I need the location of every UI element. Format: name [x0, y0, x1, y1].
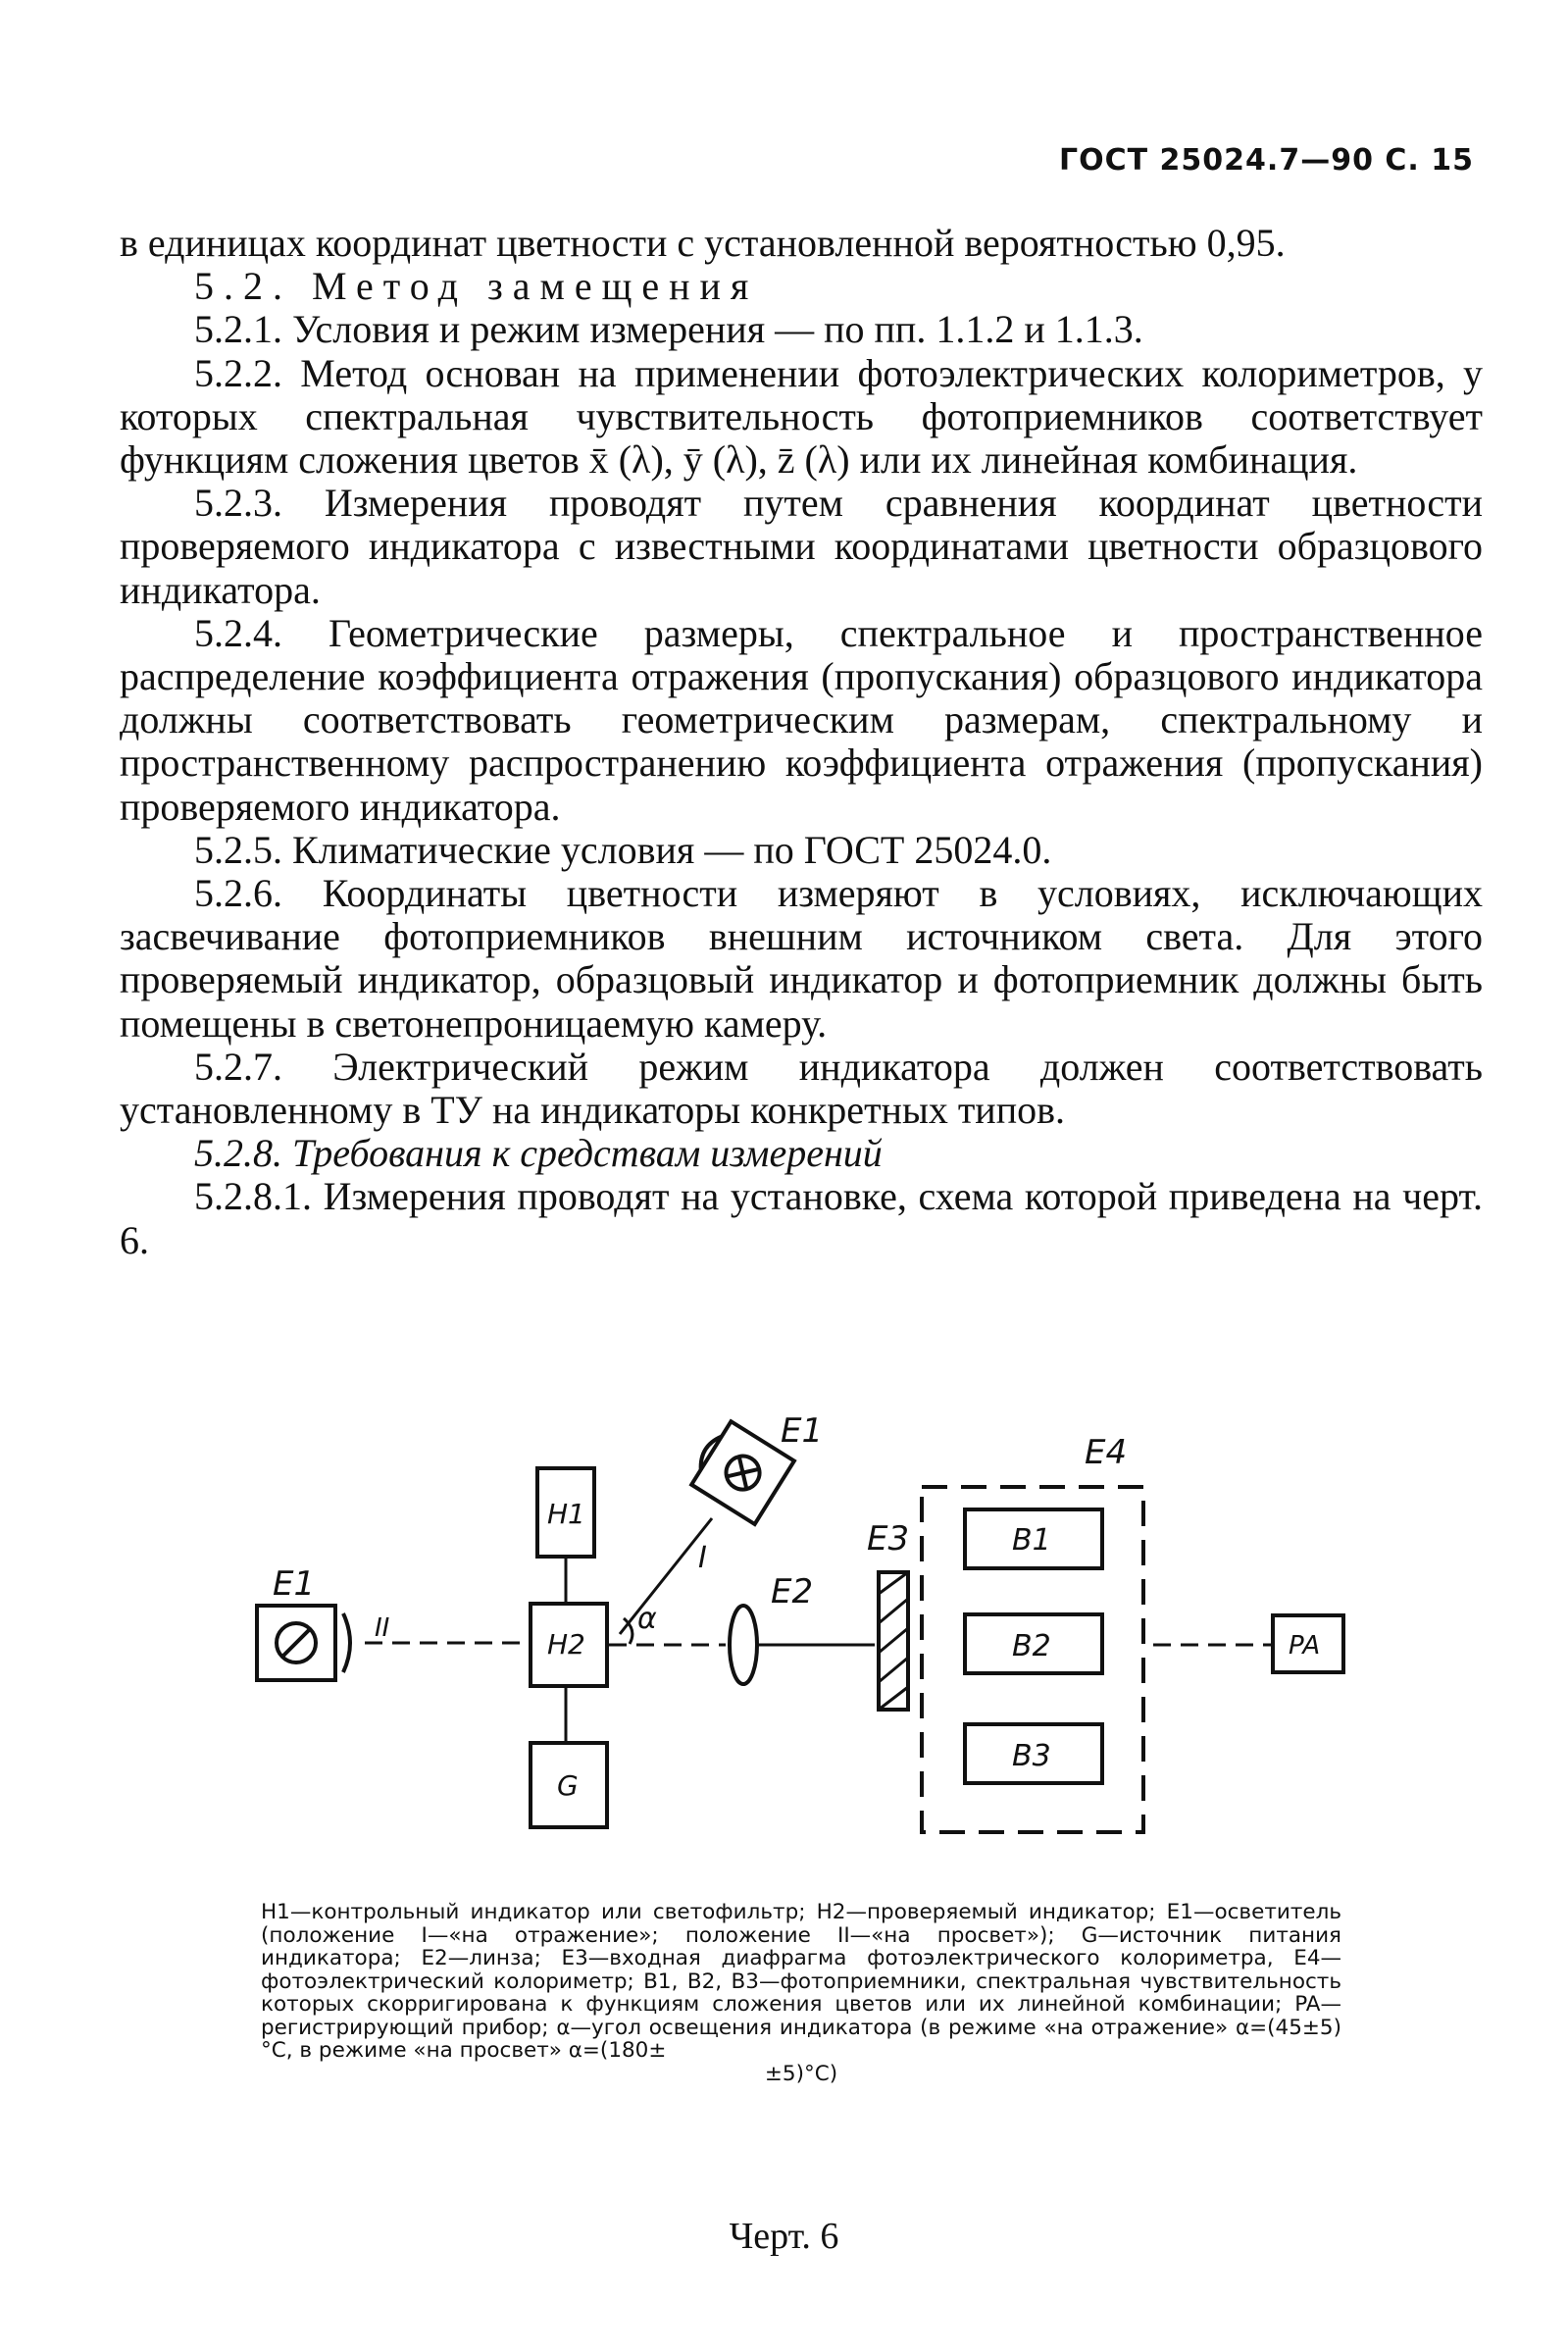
subsection-heading: 5.2.8. Требования к средствам измерений	[194, 1131, 883, 1176]
page-header: ГОСТ 25024.7—90 С. 15	[1059, 143, 1474, 178]
paragraph-5-2-5: 5.2.5. Климатические условия — по ГОСТ 25024.0.	[194, 827, 1052, 872]
label-b2: B2	[1012, 1629, 1051, 1663]
e2-lens	[730, 1606, 757, 1684]
label-e1-top: E1	[781, 1412, 824, 1451]
paragraph-5-2-1: 5.2.1. Условия и режим измерения — по пп. 1.1.2 и 1.1.3.	[194, 307, 1143, 352]
label-e2: E2	[771, 1572, 814, 1611]
label-pos-i: I	[698, 1541, 707, 1575]
e1-left-lens	[343, 1613, 350, 1672]
label-b1: B1	[1012, 1523, 1051, 1558]
body-text	[120, 222, 1483, 1262]
label-h2: H2	[547, 1628, 585, 1661]
figure-reference: Черт. 6	[729, 2216, 839, 2257]
paragraph-5-2-7: 5.2.7. Электрический режим индикатора должен соответствовать установленному в ТУ на индикаторы конкретных типов.	[120, 1044, 1483, 1133]
label-pos-ii: II	[375, 1613, 390, 1643]
paragraph-5-2-2: 5.2.2. Метод основан на применении фотоэлектрических колориметров, у которых спектральная чувствительность фотоприемников соответствует функциям сложения цветов x̄ (λ), ȳ (λ), z̄ (λ) или их линейная комбинация.	[120, 350, 1483, 483]
paragraph-5-2-6: 5.2.6. Координаты цветности измеряют в условиях, исключающих засвечивание фотоприемников внешним источником света. Для этого проверяемый индикатор, образцовый индикатор и фотоприемник должны быть помещены в светонепроницаемую камеру.	[120, 871, 1483, 1046]
figure-caption	[261, 1901, 1341, 2085]
beam-angled	[620, 1518, 712, 1634]
measurement-setup-diagram	[0, 1412, 1568, 1873]
label-pa: PA	[1289, 1631, 1321, 1661]
label-e3: E3	[867, 1519, 910, 1559]
caption-last-line: ±5)°С)	[764, 2061, 838, 2086]
paragraph-continuation: в единицах координат цветности с установленной вероятностью 0,95.	[120, 221, 1286, 265]
label-h1: H1	[547, 1498, 585, 1530]
paragraph-5-2-8-1: 5.2.8.1. Измерения проводят на установке, схема которой приведена на черт. 6.	[120, 1174, 1483, 1262]
label-g: G	[557, 1769, 579, 1802]
label-b3: B3	[1012, 1739, 1051, 1773]
label-alpha: α	[637, 1602, 657, 1636]
section-heading: 5.2. Метод замещения	[194, 264, 759, 309]
caption-text: H1—контрольный индикатор или светофильтр; H2—проверяемый индикатор; E1—осветитель (положение I—«на отражение»; положение II—«на просвет»); G—источник питания индикатора; E2—линза; E3—входная диафрагма фотоэлектрического колориметра, E4—фотоэлектрический колориметр; B1, B2, B3—фотоприемники, спектральная чувствительность которых скорригирована к функциям сложения цветов или их линейной комбинации; PA—регистрирующий прибор; α—угол освещения индикатора (в режиме «на отражение» α=(45±5)°С, в режиме «на просвет» α=(180±	[261, 1900, 1341, 2063]
label-e4: E4	[1085, 1433, 1128, 1472]
alpha-arc	[624, 1618, 632, 1644]
e1-top	[685, 1418, 794, 1524]
label-e1-left: E1	[273, 1564, 316, 1604]
paragraph-5-2-4: 5.2.4. Геометрические размеры, спектральное и пространственное распределение коэффициента отражения (пропускания) образцового индикатора должны соответствовать геометрическим размерам, спектральному и пространственному распространению коэффициента отражения (пропускания) проверяемого индикатора.	[120, 610, 1483, 829]
paragraph-5-2-3: 5.2.3. Измерения проводят путем сравнения координат цветности проверяемого индикатора с известными координатами цветности образцового индикатора.	[120, 481, 1483, 612]
